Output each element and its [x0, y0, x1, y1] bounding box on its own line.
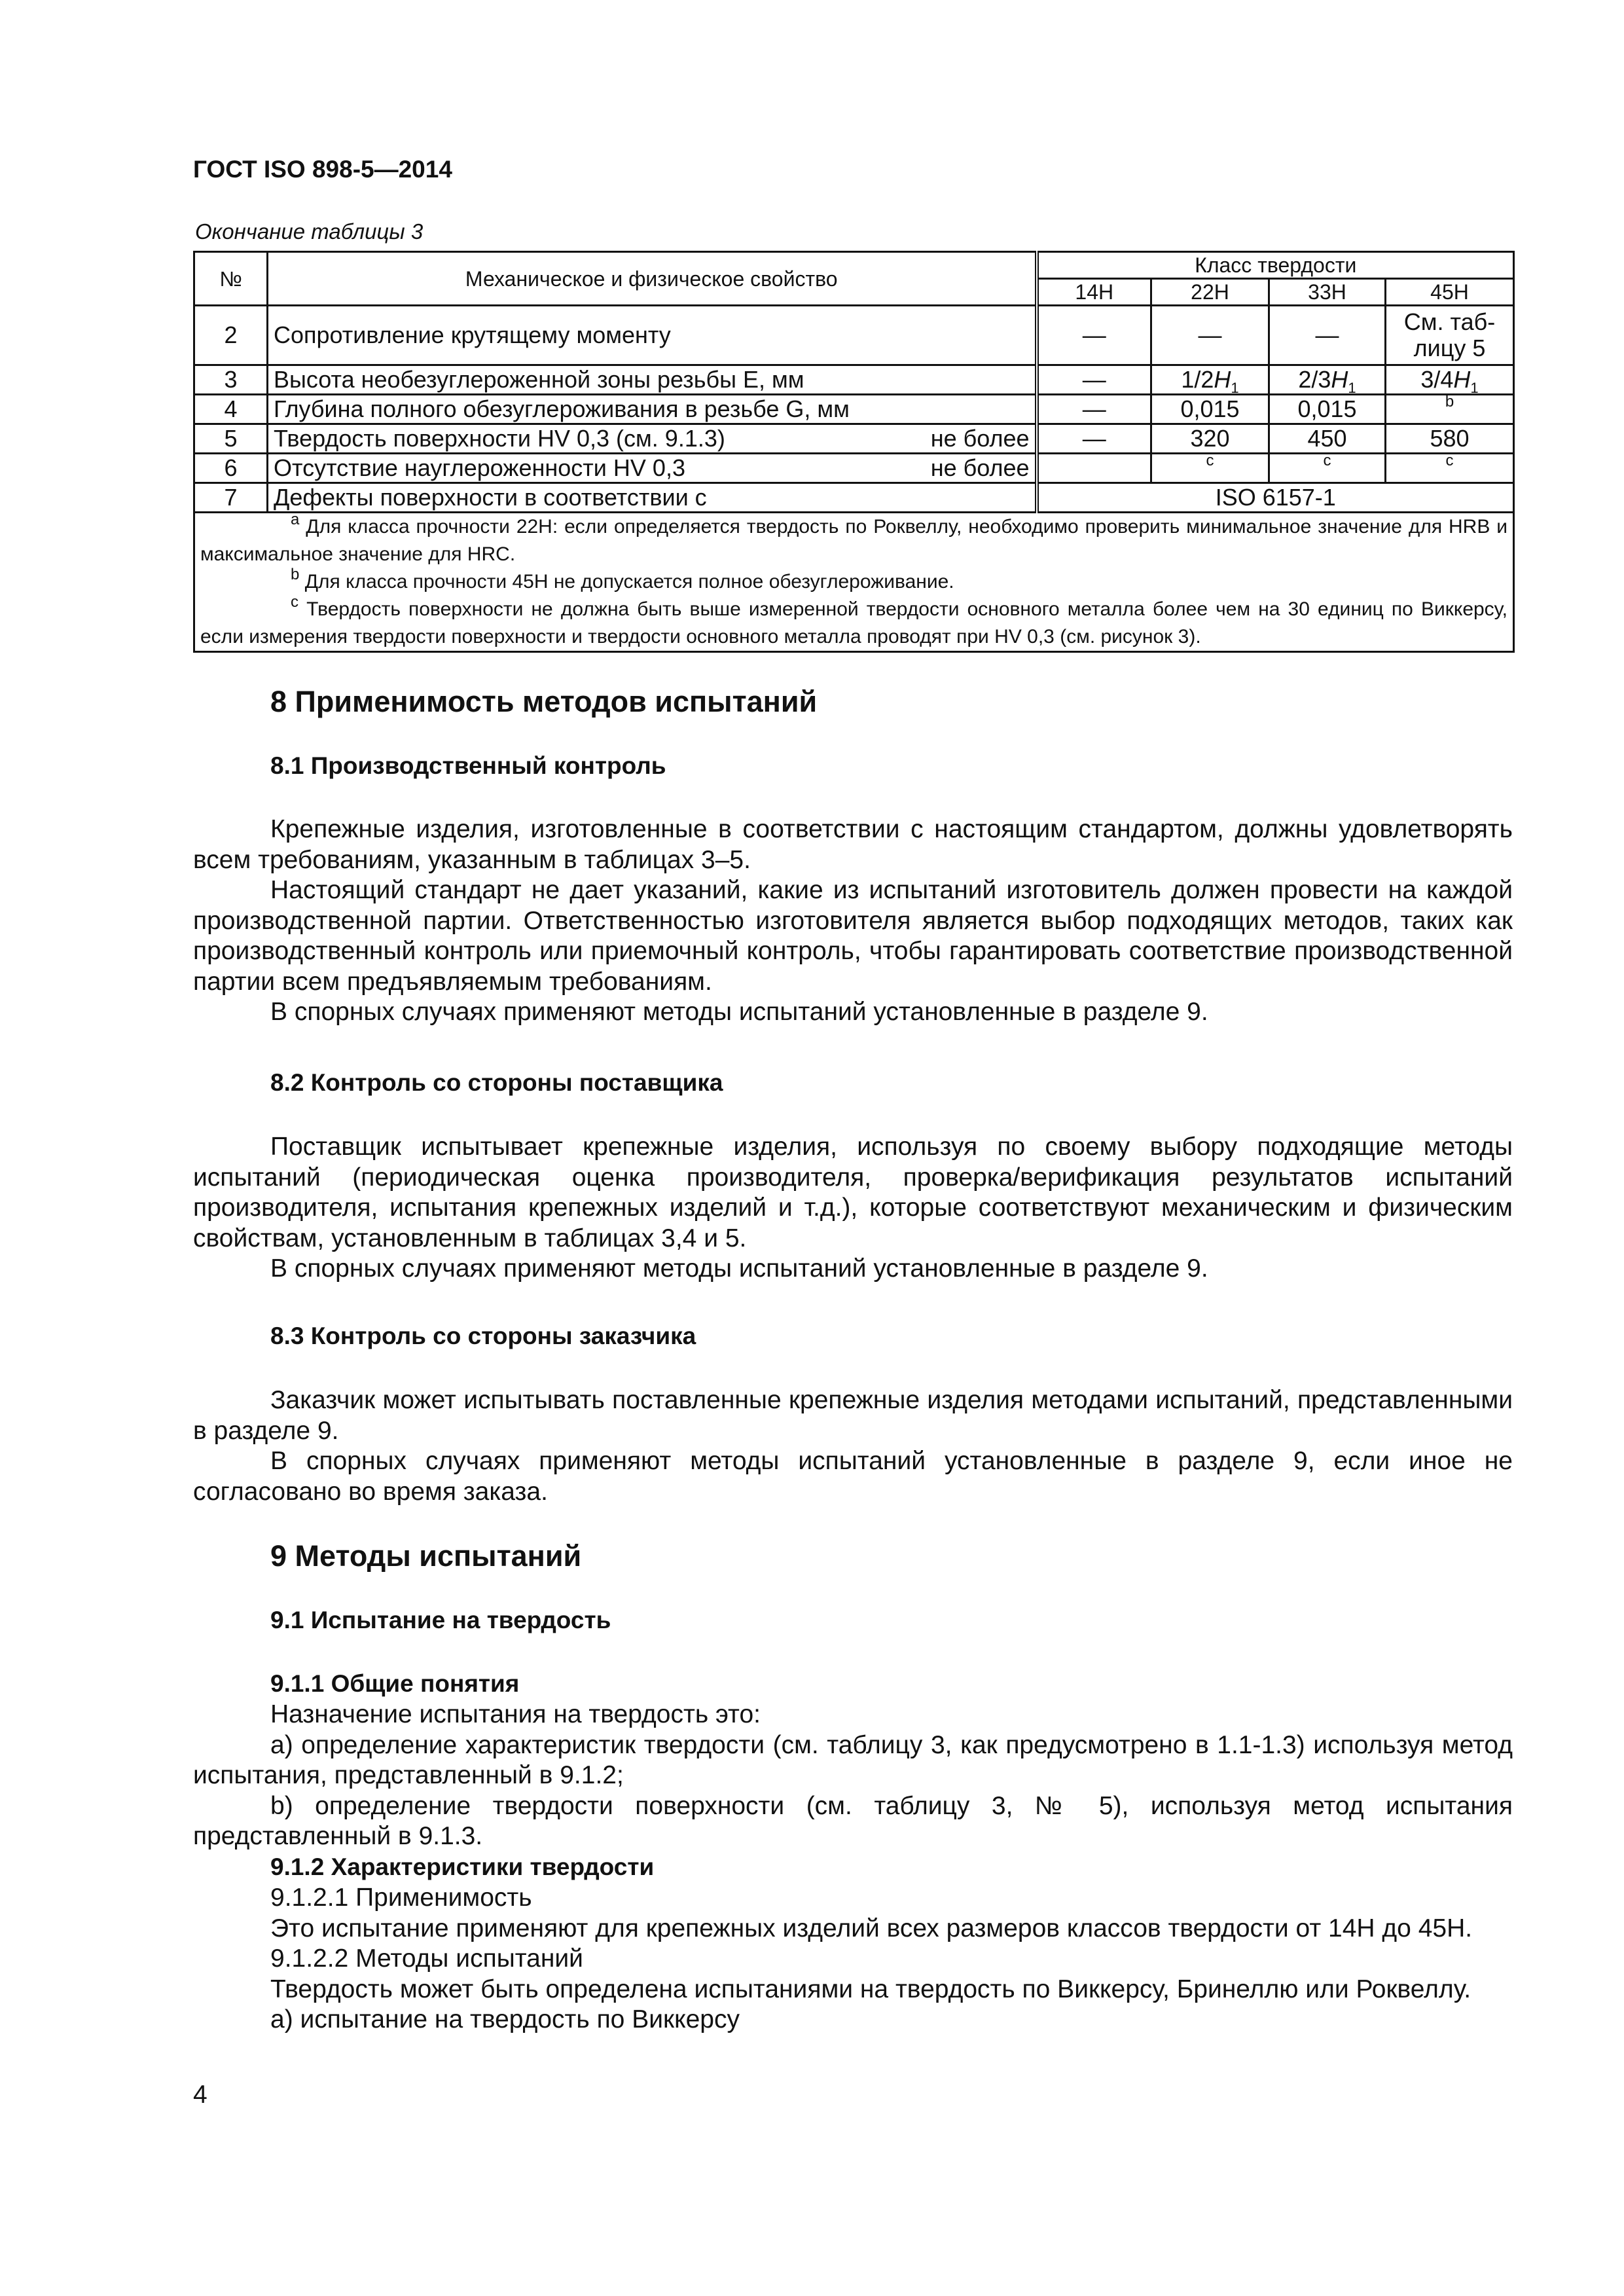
section-8-1-title: 8.1 Производственный контроль	[270, 752, 666, 779]
col-property-header: Механическое и физическое свойство	[268, 252, 1037, 306]
row-value: $2/3H_1$	[1269, 365, 1386, 395]
row-property-cell	[268, 454, 1037, 483]
paragraph: а) испытание на твердость по Виккерсу	[270, 2005, 740, 2033]
table-row	[194, 424, 1514, 454]
row-value: 580	[1386, 424, 1514, 454]
section-9-1-2-body	[193, 1883, 1513, 2035]
section-8-2-body	[193, 1132, 1513, 1285]
section-8-2-title: 8.2 Контроль со стороны поставщика	[270, 1069, 723, 1096]
row-value: —	[1151, 306, 1269, 365]
row-num: 4	[194, 395, 268, 424]
section-9-1-1-title: 9.1.1 Общие понятия	[270, 1670, 520, 1697]
row-value	[1037, 454, 1151, 483]
table-notes	[194, 513, 1514, 652]
note-b: Для класса прочности 45H не допускается полное обезуглероживание.	[304, 571, 954, 592]
row-property: Глубина полного обезуглероживания в резьбе G, мм	[268, 395, 1037, 424]
note-mark: c	[291, 593, 298, 611]
table-3	[193, 251, 1515, 653]
row-value: $1/2H_1$	[1151, 365, 1269, 395]
note-c: Твердость поверхности не должна быть выше измеренной твердости основного металла более чем на 30 единиц по Виккерсу, если измерения твердости поверхности и твердости основного металла проводят при HV 0,3 (см. рисунок 3).	[200, 598, 1508, 647]
document-header: ГОСТ ISO 898-5—2014	[193, 156, 452, 183]
paragraph: а) определение характеристик твердости (см. таблицу 3, как предусмотрено в 1.1-1.3) используя метод испытания, представленный в 9.1.2;	[193, 1730, 1513, 1789]
class-45h-header: 45H	[1386, 279, 1514, 306]
row-property: Отсутствие науглероженности HV 0,3	[274, 454, 685, 481]
class-22h-header: 22H	[1151, 279, 1269, 306]
note-mark: b	[291, 566, 300, 583]
section-9-1-2-title: 9.1.2 Характеристики твердости	[270, 1853, 655, 1880]
table-row	[194, 365, 1514, 395]
row-property-cell	[268, 424, 1037, 454]
table-row	[194, 395, 1514, 424]
footnote-ref: c	[1323, 452, 1331, 469]
row-num: 3	[194, 365, 268, 395]
row-property: Высота необезуглероженной зоны резьбы E, мм	[268, 365, 1037, 395]
section-8-1-body	[193, 814, 1513, 1028]
row-value: 0,015	[1269, 395, 1386, 424]
section-9-1-title: 9.1 Испытание на твердость	[270, 1607, 611, 1633]
footnote-ref: c	[1445, 452, 1454, 469]
col-class-group-header: Класс твердости	[1037, 252, 1514, 279]
row-property: Дефекты поверхности в соответствии с	[268, 483, 1037, 513]
paragraph: Настоящий стандарт не дает указаний, какие из испытаний изготовитель должен провести на каждой производственной партии. Ответственностью изготовителя является выбор подходящих методов, таких как производственный контроль или приемочный контроль, чтобы гарантировать соответствие производственной партии всем предъявляемым требованиям.	[193, 876, 1513, 996]
section-9-1-1-body	[193, 1700, 1513, 1852]
row-num: 5	[194, 424, 268, 454]
section-8-3-title: 8.3 Контроль со стороны заказчика	[270, 1322, 696, 1349]
table-caption: Окончание таблицы 3	[195, 219, 424, 244]
subsection-title: 9.1.2.1 Применимость	[270, 1884, 532, 1912]
row-num: 7	[194, 483, 268, 513]
paragraph: Это испытание применяют для крепежных изделий всех размеров классов твердости от 14H до 45H.	[270, 1914, 1473, 1942]
paragraph: Крепежные изделия, изготовленные в соответствии с настоящим стандартом, должны удовлетворять всем требованиям, указанным в таблицах 3–5.	[193, 815, 1513, 874]
row-value: —	[1269, 306, 1386, 365]
paragraph: В спорных случаях применяют методы испытаний установленные в разделе 9.	[270, 1254, 1208, 1283]
note-mark: a	[291, 511, 300, 528]
section-8-3-body	[193, 1385, 1513, 1507]
row-qualifier: не более	[930, 454, 1030, 481]
footnote-ref: b	[1445, 393, 1454, 410]
row-value: $3/4H_1$	[1386, 365, 1514, 395]
paragraph: b) определение твердости поверхности (см. таблицу 3, № 5), используя метод испытания представленный в 9.1.3.	[193, 1791, 1513, 1850]
row-value-merged: ISO 6157-1	[1037, 483, 1514, 513]
row-value: —	[1037, 424, 1151, 454]
paragraph: Заказчик может испытывать поставленные крепежные изделия методами испытаний, представленными в разделе 9.	[193, 1386, 1513, 1445]
paragraph: Назначение испытания на твердость это:	[270, 1700, 761, 1728]
table-row	[194, 454, 1514, 483]
table-row	[194, 306, 1514, 365]
section-9-title: 9 Методы испытаний	[270, 1539, 582, 1573]
paragraph: Твердость может быть определена испытаниями на твердость по Виккерсу, Бринеллю или Роквеллу.	[270, 1975, 1471, 2003]
row-property: Твердость поверхности HV 0,3 (см. 9.1.3)	[274, 425, 725, 452]
table-row	[194, 483, 1514, 513]
row-value: —	[1037, 365, 1151, 395]
row-num: 2	[194, 306, 268, 365]
row-value: См. таб-лицу 5	[1386, 306, 1514, 365]
row-value: —	[1037, 306, 1151, 365]
subsection-title: 9.1.2.2 Методы испытаний	[270, 1944, 583, 1973]
paragraph: В спорных случаях применяют методы испытаний установленные в разделе 9.	[270, 998, 1208, 1026]
class-33h-header: 33H	[1269, 279, 1386, 306]
row-num: 6	[194, 454, 268, 483]
page-number: 4	[193, 2081, 208, 2109]
class-14h-header: 14H	[1037, 279, 1151, 306]
row-property: Сопротивление крутящему моменту	[268, 306, 1037, 365]
footnote-ref: c	[1206, 452, 1214, 469]
row-value: 450	[1269, 424, 1386, 454]
row-value: —	[1037, 395, 1151, 424]
paragraph: Поставщик испытывает крепежные изделия, используя по своему выбору подходящие методы испытаний (периодическая оценка производителя, проверка/верификация результатов испытаний производителя, испытания крепежных изделий и т.д.), которые соответствуют механическим и физическим свойствам, установленным в таблицах 3,4 и 5.	[193, 1133, 1513, 1252]
section-8-title: 8 Применимость методов испытаний	[270, 685, 818, 718]
paragraph: В спорных случаях применяют методы испытаний установленные в разделе 9, если иное не согласовано во время заказа.	[193, 1447, 1513, 1506]
col-num-header: №	[194, 252, 268, 306]
row-value: 0,015	[1151, 395, 1269, 424]
note-a: Для класса прочности 22H: если определяется твердость по Роквеллу, необходимо проверить минимальное значение для HRB и максимальное значение для HRC.	[200, 516, 1508, 565]
row-qualifier: не более	[930, 425, 1030, 452]
row-value: 320	[1151, 424, 1269, 454]
